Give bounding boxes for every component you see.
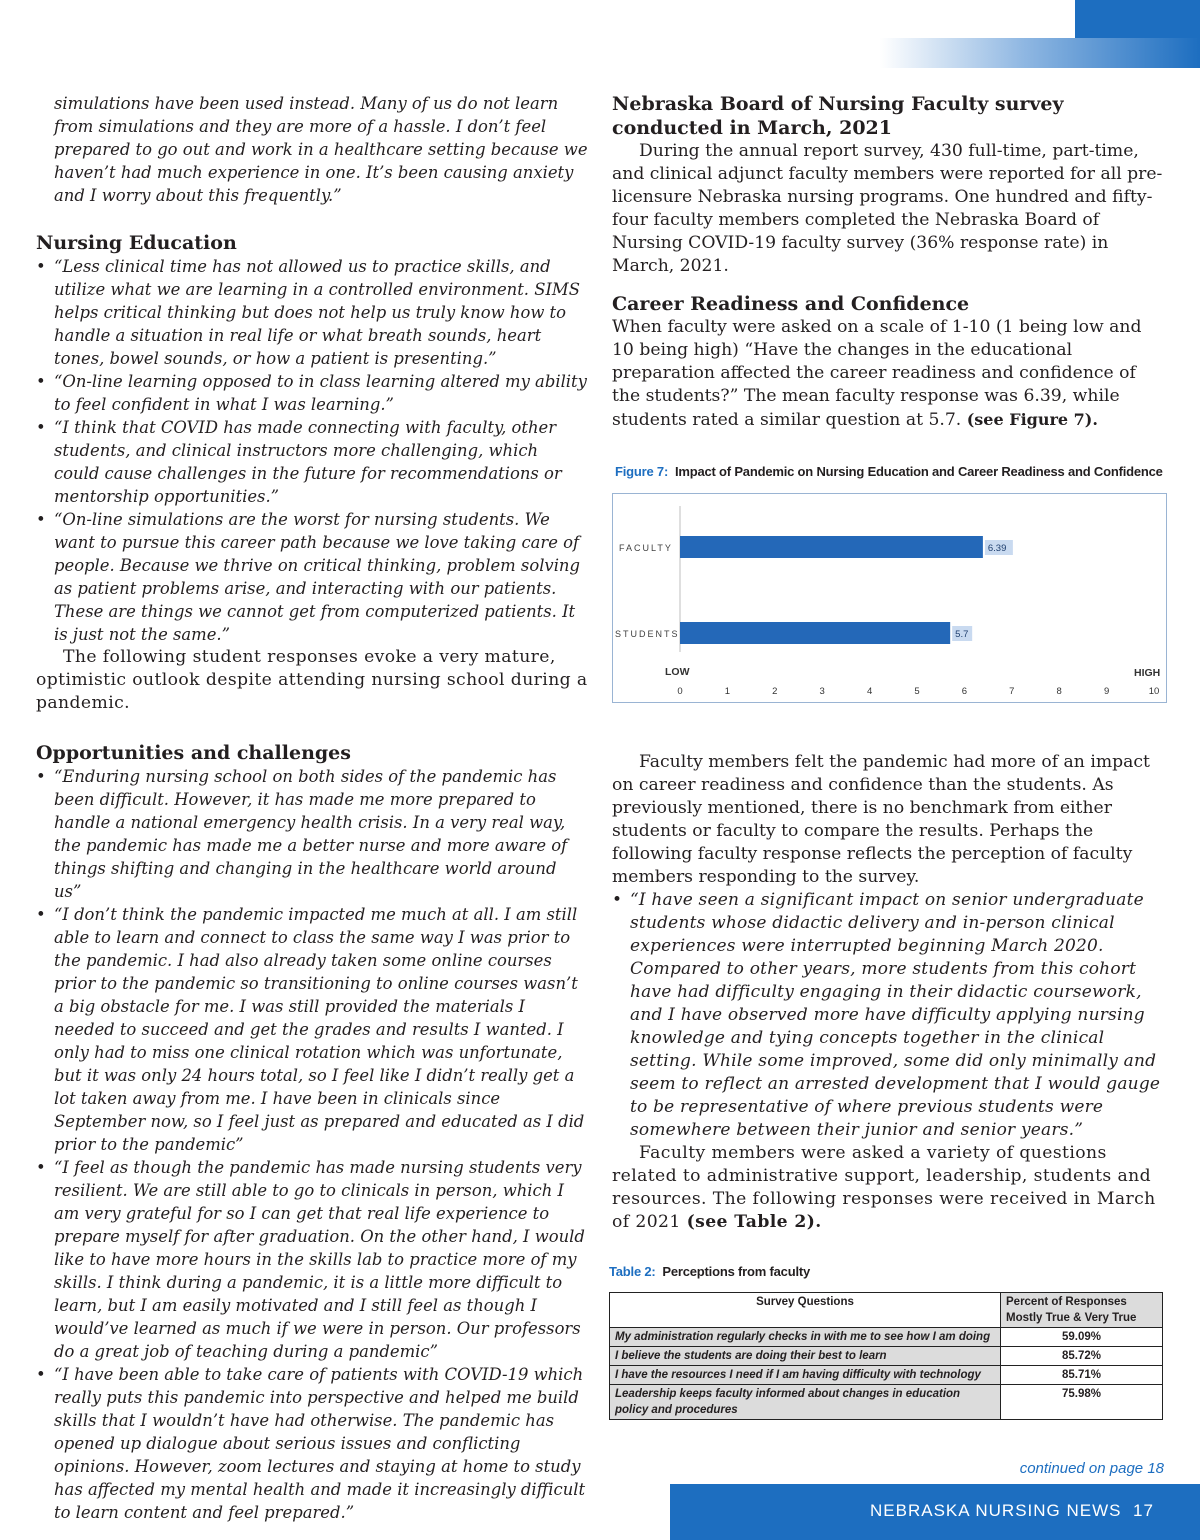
quote-item: • “Less clinical time has not allowed us to practice skills, and utilize what we are learning in a controlled environment. SIMS helps critical thinking but does not help us truly know how to handle a situation in real life or what breath sounds, heart tones, bowel sounds, or how a patient is presenting.”: [36, 255, 588, 370]
figure-caption: [615, 464, 1175, 479]
closing-text: Faculty members were asked a variety of questions related to administrative support, leadership, students and resources. The following responses were received in March of 2021: [612, 1143, 1156, 1232]
faculty-quote: • “I have seen a significant impact on senior undergraduate students whose didactic delivery and in-person clinical experiences were interrupted beginning March 2020. Compared to other years, more students from this cohort have had difficulty engaging in their didactic coursework, and I have observed more have difficulty applying nursing knowledge and tying concepts together in the clinical setting. While some improved, some did only minimally and seem to reflect an arrested development that I would gauge to be representative of where previous students were somewhere between their junior and senior years.”: [612, 889, 1167, 1142]
row-question: I believe the students are doing their best to learn: [610, 1347, 1001, 1366]
figure-7-chart: [612, 493, 1167, 703]
nursing-education-heading: Nursing Education: [36, 232, 237, 254]
table-row: [610, 1328, 1163, 1347]
faculty-quote-list: [612, 889, 1167, 1142]
bar-chart-svg: [613, 494, 1166, 702]
x-label-high: HIGH: [1134, 667, 1161, 679]
perceptions-table: [609, 1292, 1163, 1420]
x-tick-label: 8: [1056, 686, 1062, 697]
after-chart-paragraph: Faculty members felt the pandemic had more of an impact on career readiness and confidence than the students. As previously mentioned, there is no benchmark from either students or faculty to compare the results. Perhaps the following faculty response reflects the perception of faculty members responding to the survey.: [612, 752, 1150, 887]
quote-item: • “I feel as though the pandemic has made nursing students very resilient. We are still able to go to clinicals in person, which I am very grateful for so I can get that real life experience to prepare myself for after graduation. On the other hand, I would like to have more hours in the skills lab to practice more of my skills. I think during a pandemic, it is a little more difficult to learn, but I am easily motivated and I still feel as though I would’ve learned as much if we were in person. Our professors do a great job of teaching during a pandemic”: [36, 1156, 588, 1363]
continued-note: continued on page 18: [1019, 1460, 1164, 1477]
table-row: [610, 1385, 1163, 1420]
career-paragraph: [612, 316, 1167, 432]
figure-reference: (see Figure 7).: [966, 410, 1098, 429]
row-question: I have the resources I need if I am having difficulty with technology: [610, 1366, 1001, 1385]
right-column-lower: [612, 751, 1167, 1234]
quote-item: • “I don’t think the pandemic impacted me much at all. I am still able to learn and connect to class the same way I was prior to the pandemic. I had also already taken some online courses prior to the pandemic so transitioning to online courses wasn’t a big obstacle for me. I was still provided the materials I needed to succeed and get the grades and results I wanted. I only had to miss one clinical rotation which was unfortunate, but it was only 24 hours total, so I feel like I didn’t really get a lot taken away from me. I have been in clinicals since September now, so I feel just as prepared and educated as I did prior to the pandemic”: [36, 903, 588, 1156]
data-label: 5.7: [955, 629, 969, 640]
x-tick-label: 7: [1009, 686, 1015, 697]
quote-item: • “I have been able to take care of patients with COVID-19 which really puts this pandemic into perspective and helped me build skills that I wouldn’t have had otherwise. The pandemic has opened up dialogue about serious issues and conflicting opinions. However, zoom lectures and staying at home to study has affected my mental health and made it increasingly difficult to learn content and feel prepared.”: [36, 1363, 588, 1524]
left-column: [36, 92, 588, 1524]
category-label: FACULTY: [619, 543, 673, 553]
figure-label: Figure 7:: [615, 464, 669, 479]
table-caption: [609, 1264, 1169, 1279]
header-accent-gradient: [880, 38, 1200, 68]
table-row: [610, 1347, 1163, 1366]
table-row: [610, 1366, 1163, 1385]
career-text: When faculty were asked on a scale of 1-10 (1 being low and 10 being high) “Have the changes in the educational preparation affected the career readiness and confidence of the students?” The mean faculty response was 6.39, while students rated a similar question at 5.7.: [612, 317, 1142, 430]
table-label: Table 2:: [609, 1264, 656, 1279]
x-tick-label: 3: [819, 686, 825, 697]
row-value: 85.71%: [1001, 1366, 1163, 1385]
x-tick-label: 2: [772, 686, 778, 697]
category-label: STUDENTS: [615, 629, 680, 639]
row-value: 75.98%: [1001, 1385, 1163, 1420]
perceptions-table-wrap: [609, 1292, 1163, 1420]
right-column: [612, 92, 1167, 432]
x-tick-label: 4: [866, 686, 873, 697]
x-tick-label: 1: [724, 686, 731, 697]
survey-heading: Nebraska Board of Nursing Faculty survey conducted in March, 2021: [612, 93, 1064, 139]
x-tick-label: 0: [677, 686, 683, 697]
x-tick-label: 5: [914, 686, 920, 697]
closing-paragraph: [612, 1142, 1167, 1234]
quote-item: • “Enduring nursing school on both sides of the pandemic has been difficult. However, it has made me more prepared to handle a national emergency health crisis. In a very real way, the pandemic has made me a better nurse and more aware of things shifting and changing in the healthcare world around us”: [36, 765, 588, 903]
row-value: 85.72%: [1001, 1347, 1163, 1366]
bar: [680, 622, 950, 644]
header-percent-line2: Mostly True & Very True: [1006, 1312, 1137, 1324]
x-tick-label: 6: [961, 686, 968, 697]
page-footer: [670, 1484, 1200, 1540]
followup-paragraph: The following student responses evoke a very mature, optimistic outlook despite attending nursing school during a pandemic.: [36, 647, 588, 713]
opportunities-heading: Opportunities and challenges: [36, 742, 351, 764]
row-question: My administration regularly checks in with me to see how I am doing: [610, 1328, 1001, 1347]
header-survey-questions: Survey Questions: [610, 1293, 1001, 1328]
table-title: Perceptions from faculty: [662, 1264, 811, 1279]
header-percent-line1: Percent of Responses: [1006, 1296, 1127, 1308]
bar: [680, 536, 983, 558]
intro-quote: simulations have been used instead. Many of us do not learn from simulations and they are more of a hassle. I don’t feel prepared to go out and work in a healthcare setting because we haven’t had much experience in one. It’s been causing anxiety and I worry about this frequently.”: [54, 94, 588, 205]
row-value: 59.09%: [1001, 1328, 1163, 1347]
header-percent: [1001, 1293, 1163, 1328]
publication-name: NEBRASKA NURSING NEWS: [870, 1501, 1122, 1520]
figure-title: Impact of Pandemic on Nursing Education and Career Readiness and Confidence: [674, 464, 1163, 479]
quote-item: • “On-line simulations are the worst for nursing students. We want to pursue this career path because we love taking care of people. Because we thrive on critical thinking, problem solving as patient problems arise, and interacting with our patients. These are things we cannot get from computerized patients. It is just not the same.”: [36, 508, 588, 646]
nursing-education-quotes: [36, 255, 588, 646]
header-accent-block: [1075, 0, 1200, 38]
opportunities-quotes: [36, 765, 588, 1524]
x-label-low: LOW: [665, 666, 690, 678]
table-header-row: [610, 1293, 1163, 1328]
x-tick-label: 9: [1103, 686, 1110, 697]
quote-item: • “I think that COVID has made connecting with faculty, other students, and clinical instructors more challenging, which could cause challenges in the future for recommendations or mentorship opportunities.”: [36, 416, 588, 508]
page-number: 17: [1133, 1501, 1154, 1520]
data-label: 6.39: [987, 543, 1007, 554]
row-question: Leadership keeps faculty informed about changes in education policy and procedures: [610, 1385, 1001, 1420]
x-tick-label: 10: [1148, 686, 1160, 697]
survey-paragraph: During the annual report survey, 430 full-time, part-time, and clinical adjunct faculty members were reported for all pre-licensure Nebraska nursing programs. One hundred and fifty-four faculty members completed the Nebraska Board of Nursing COVID-19 faculty survey (36% response rate) in March, 2021.: [612, 141, 1163, 276]
table-reference: (see Table 2).: [686, 1212, 822, 1232]
career-heading: Career Readiness and Confidence: [612, 293, 970, 315]
quote-item: • “On-line learning opposed to in class learning altered my ability to feel confident in what I was learning.”: [36, 370, 588, 416]
